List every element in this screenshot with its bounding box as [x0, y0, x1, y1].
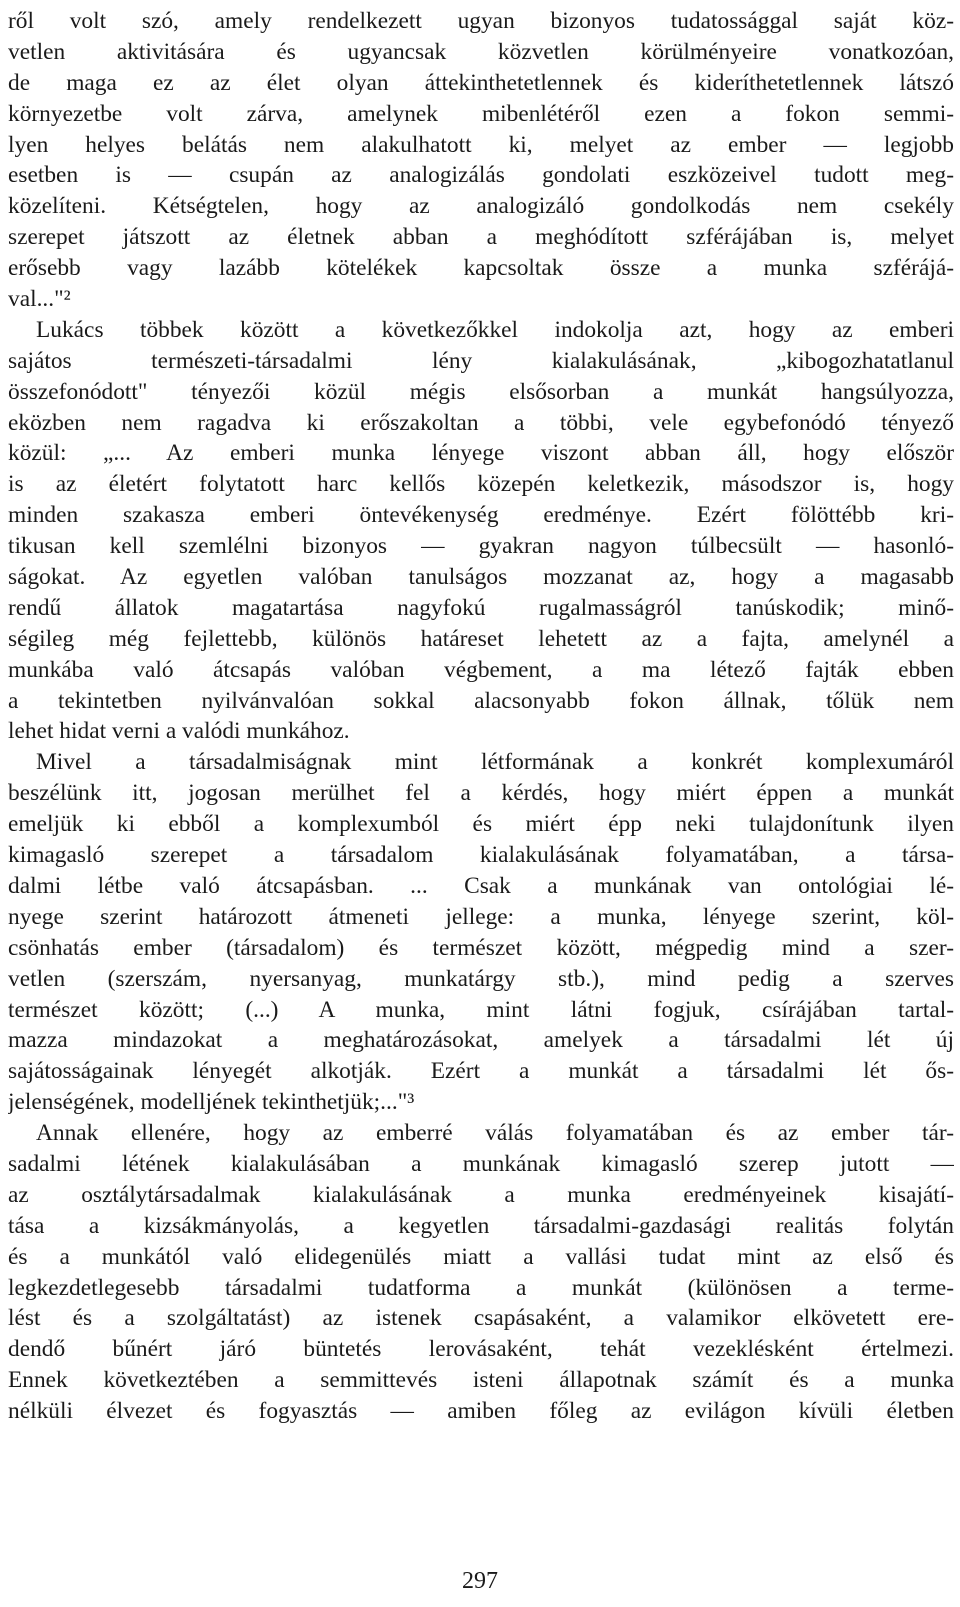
text-line: Lukács többek között a következőkkel indokolja azt, hogy az emberi	[36, 316, 954, 343]
text-line: ségileg még fejlettebb, különös határeset lehetett az a fajta, amelynél a	[8, 625, 954, 652]
text-line: ságokat. Az egyetlen valóban tanulságos mozzanat az, hogy a magasabb	[8, 564, 954, 591]
text-line: esetben is — csupán az analogizálás gondolati eszközeivel tudott meg-	[8, 162, 954, 189]
text-line: sajátosságainak lényegét alkotják. Ezért a munkát a társadalmi lét ős-	[8, 1058, 954, 1085]
text-line: jelenségének, modelljének tekinthetjük;..."³	[8, 1089, 415, 1116]
book-page	[8, 6, 954, 1427]
text-line: csönhatás ember (társadalom) és természet között, mégpedig mind a szer-	[8, 934, 954, 961]
text-line: vetlen aktivitására és ugyancsak közvetlen körülményeire vonatkozóan,	[8, 38, 954, 65]
text-line: is az életért folytatott harc kellős közepén keletkezik, másodszor is, hogy	[8, 471, 954, 498]
text-line: ről volt szó, amely rendelkezett ugyan bizonyos tudatossággal saját köz-	[8, 8, 954, 34]
text-line: eközben nem ragadva ki erőszakoltan a többi, vele egybefonódó tényező	[8, 409, 954, 436]
text-line: mazza mindazokat a meghatározásokat, amelyek a társadalmi lét új	[8, 1027, 954, 1054]
text-line: Ennek következtében a semmittevés isteni állapotnak számít és a munka	[8, 1367, 954, 1394]
text-line: összefonódott" tényezői közül mégis elsősorban a munkát hangsúlyozza,	[8, 378, 954, 405]
text-line: munkába való átcsapás valóban végbement, a ma létező fajták ebben	[8, 656, 954, 683]
text-line: közelíteni. Kétségtelen, hogy az analogizáló gondolkodás nem csekély	[8, 193, 954, 220]
text-line: közül: „... Az emberi munka lényege viszont abban áll, hogy először	[8, 440, 954, 467]
text-line: sajátos természeti-társadalmi lény kialakulásának, „kibogozhatatlanul	[8, 347, 954, 374]
text-line: környezetbe volt zárva, amelynek mibenlétéről ezen a fokon semmi-	[8, 100, 954, 127]
text-line: a tekintetben nyilvánvalóan sokkal alacsonyabb fokon állnak, tőlük nem	[8, 687, 954, 714]
text-line: vetlen (szerszám, nyersanyag, munkatárgy stb.), mind pedig a szerves	[8, 965, 954, 992]
text-line: de maga ez az élet olyan áttekinthetetlennek és kideríthetetlennek látszó	[8, 69, 954, 96]
text-line: tása a kizsákmányolás, a kegyetlen társadalmi-gazdasági realitás folytán	[8, 1212, 954, 1239]
text-line: minden szakasza emberi öntevékenység eredménye. Ezért fölöttébb kri-	[8, 502, 954, 529]
text-line: lést és a szolgáltatást) az istenek csapásaként, a valamikor elkövetett ere-	[8, 1305, 954, 1332]
text-line: legkezdetlegesebb társadalmi tudatforma a munkát (különösen a terme-	[8, 1274, 954, 1301]
text-line: Annak ellenére, hogy az emberré válás folyamatában és az ember tár-	[36, 1120, 954, 1147]
text-line: nyege szerint határozott átmeneti jellege: a munka, lényege szerint, köl-	[8, 903, 954, 930]
text-line: kimagasló szerepet a társadalom kialakulásának folyamatában, a társa-	[8, 842, 954, 869]
text-line: dendő bűnért járó büntetés lerovásaként, tehát vezeklésként értelmezi.	[8, 1336, 954, 1363]
text-line: dalmi létbe való átcsapásban. ... Csak a munkának van ontológiai lé-	[8, 872, 954, 899]
text-line: beszélünk itt, jogosan merülhet fel a kérdés, hogy miért éppen a munkát	[8, 780, 954, 807]
text-line: és a munkától való elidegenülés miatt a vallási tudat mint az első és	[8, 1243, 954, 1270]
text-line: emeljük ki ebből a komplexumból és miért épp neki tulajdonítunk ilyen	[8, 811, 954, 838]
text-line: sadalmi létének kialakulásában a munkának kimagasló szerep jutott —	[8, 1150, 954, 1177]
text-line: rendű állatok magatartása nagyfokú rugalmasságról tanúskodik; minő-	[8, 594, 954, 621]
text-line: az osztálytársadalmak kialakulásának a munka eredményeinek kisajátí-	[8, 1181, 954, 1208]
text-line: lehet hidat verni a valódi munkához.	[8, 718, 350, 745]
text-line: tikusan kell szemlélni bizonyos — gyakran nagyon túlbecsült — hasonló-	[8, 533, 954, 560]
page-number: 297	[462, 1568, 498, 1594]
text-line: természet között; (...) A munka, mint látni fogjuk, csírájában tartal-	[8, 996, 954, 1023]
text-line: erősebb vagy lazább kötelékek kapcsoltak össze a munka szférájá-	[8, 255, 954, 282]
text-line: nélküli élvezet és fogyasztás — amiben főleg az evilágon kívüli életben	[8, 1398, 954, 1425]
text-line: val..."²	[8, 286, 71, 313]
text-line: Mivel a társadalmiságnak mint létformának a konkrét komplexumáról	[36, 749, 954, 776]
text-line: szerepet játszott az életnek abban a meghódított szférájában is, melyet	[8, 224, 954, 251]
text-line: lyen helyes belátás nem alakulhatott ki, melyet az ember — legjobb	[8, 131, 954, 158]
